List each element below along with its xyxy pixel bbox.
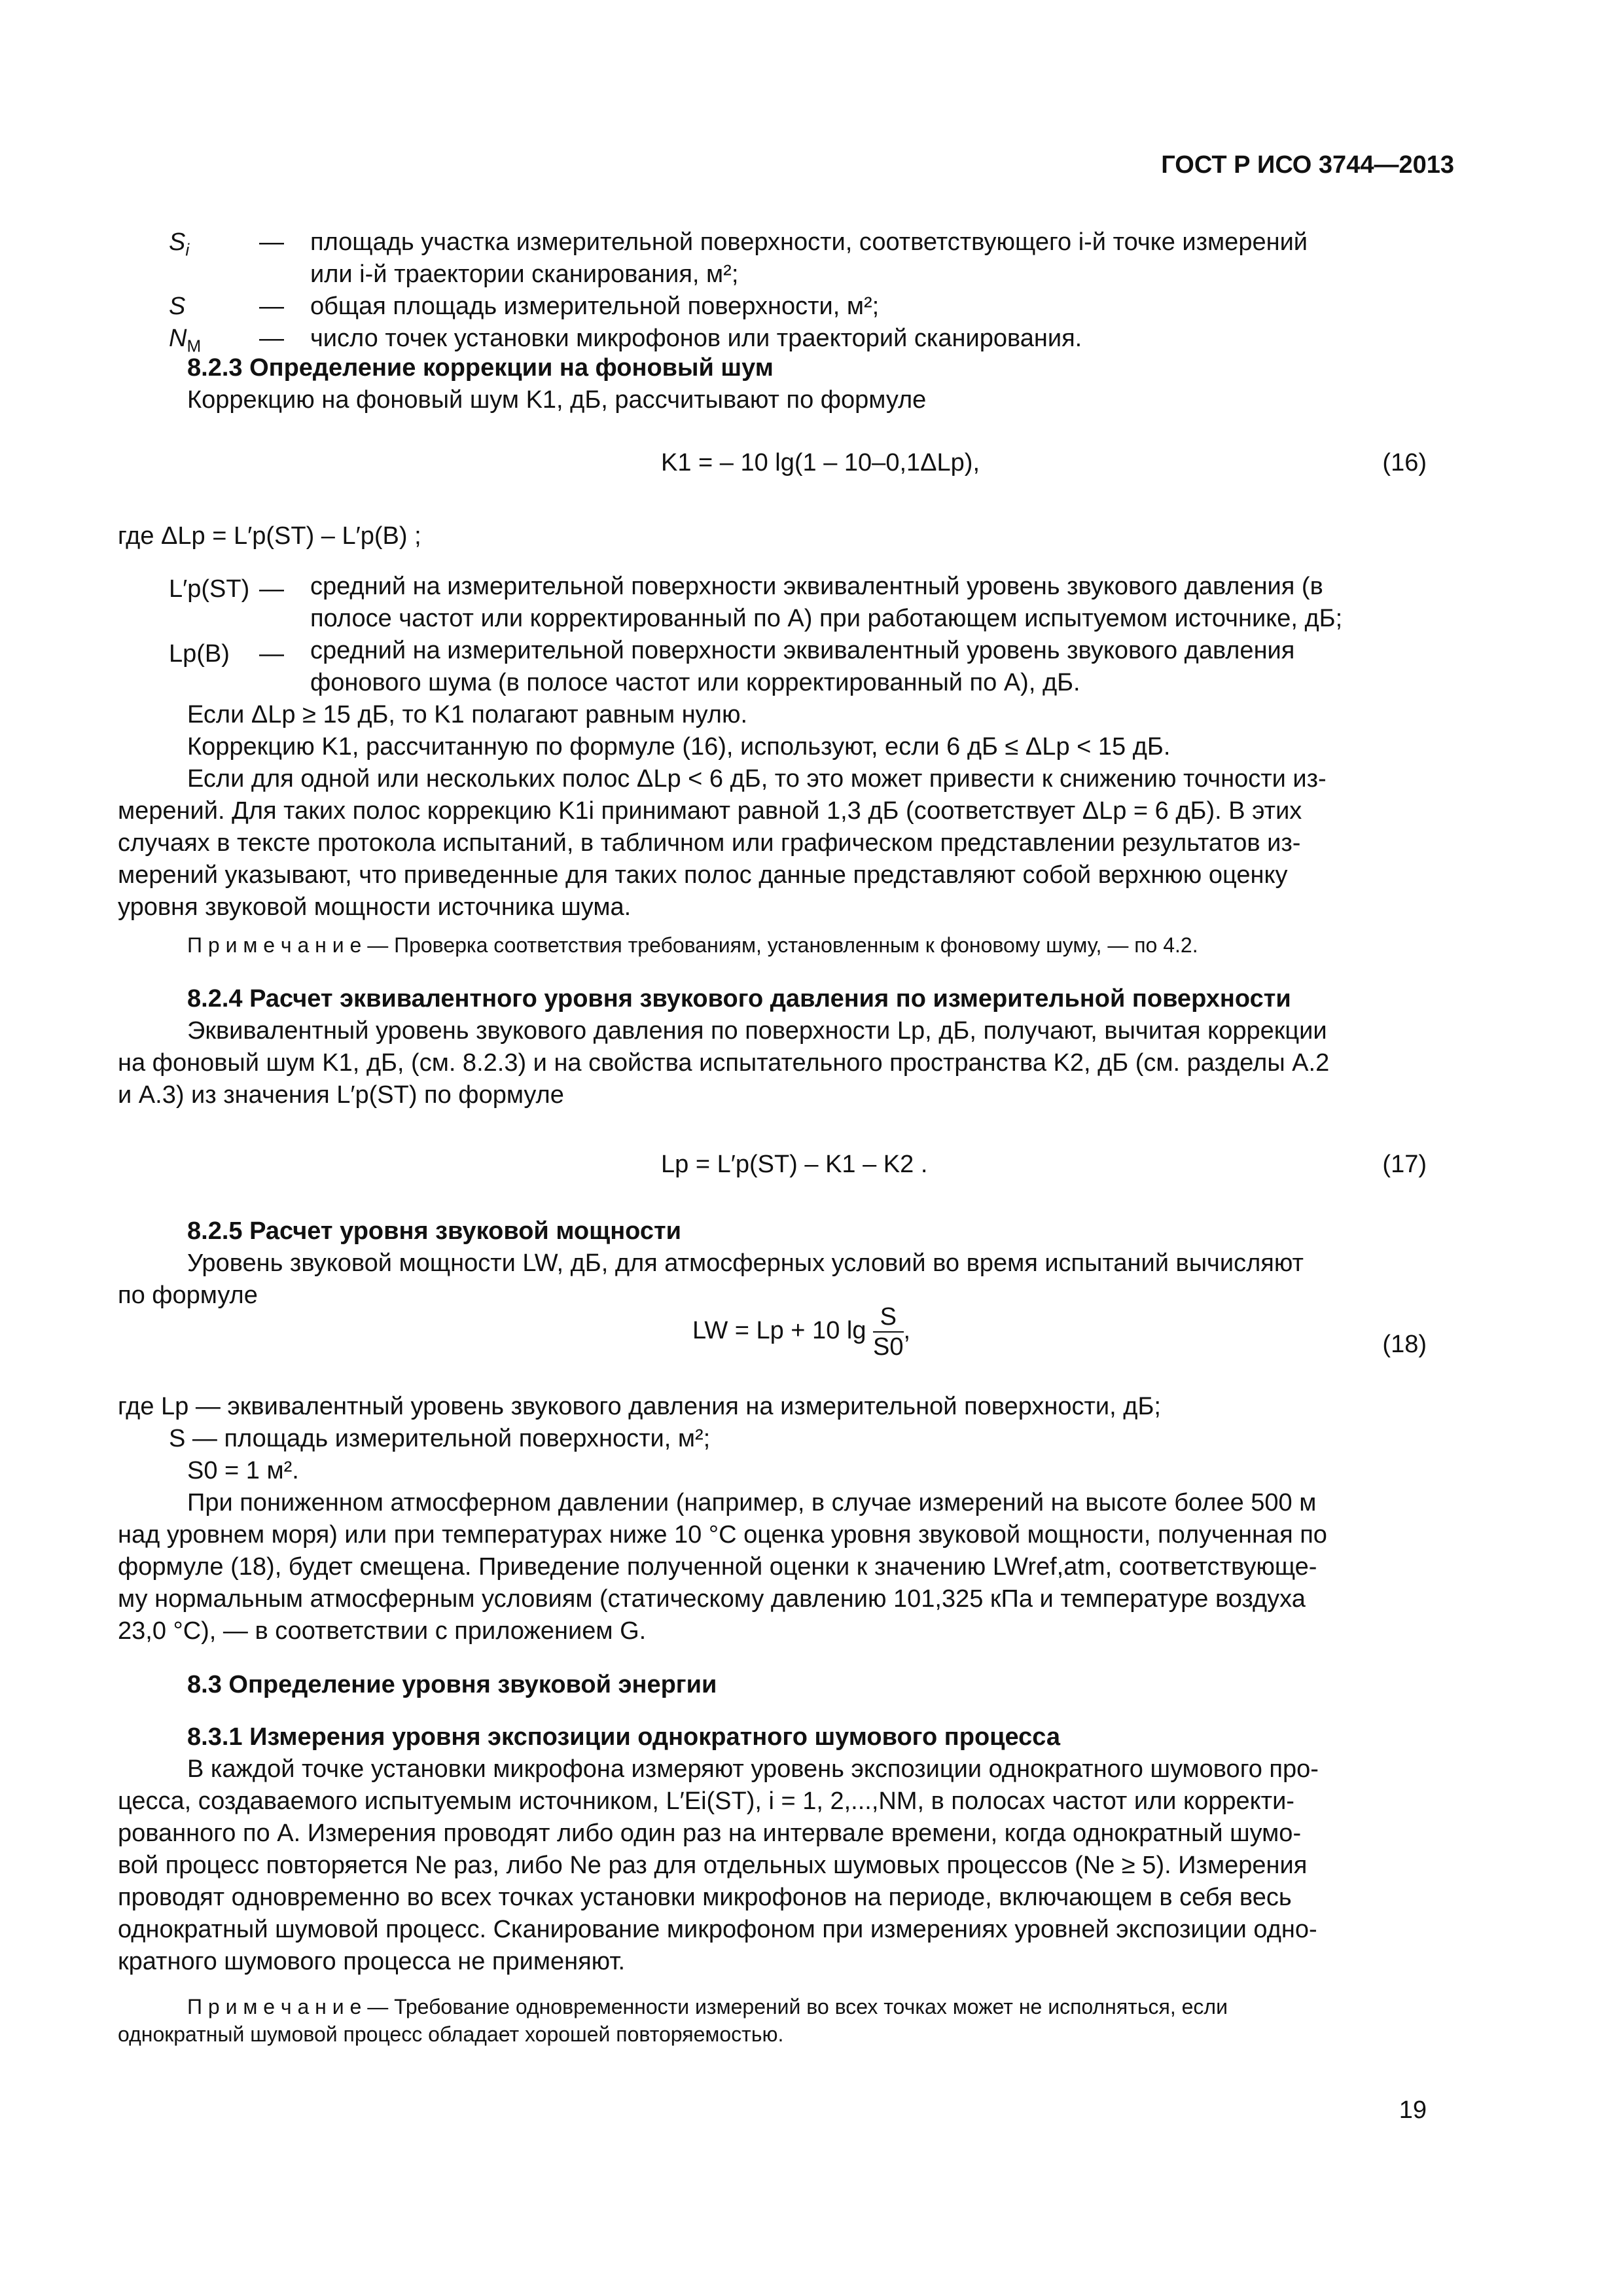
formula-18-tail: , [903,1317,911,1345]
section-heading-8-2-5: 8.2.5 Расчет уровня звуковой мощности [187,1217,681,1245]
formula-18 [692,1302,910,1361]
paragraph-8-3-1-line7: кратного шумового процесса не применяют. [118,1948,626,1975]
def-symbol-lp-b: Lp(B) [169,640,230,668]
note-simultaneity-line2: однократный шумовой процесс обладает хорошей повторяемостью. [118,2022,784,2046]
def-lp-b-line2: фонового шума (в полосе частот или корректированный по A), дБ. [310,669,1080,696]
def-s-line1: общая площадь измерительной поверхности, м²; [310,293,880,320]
paragraph-8-2-5-line1: Уровень звуковой мощности LW, дБ, для атмосферных условий во время испытаний вычисляют [187,1249,1304,1277]
paragraph-atm-line1: При пониженном атмосферном давлении (например, в случае измерений на высоте более 500 м [187,1489,1317,1516]
paragraph-8-2-4-line1: Эквивалентный уровень звукового давления по поверхности Lp, дБ, получают, вычитая коррекции [187,1017,1327,1045]
note-text: — Проверка соответствия требованиям, установленным к фоновому шуму, — по 4.2. [361,933,1198,957]
paragraph-8-2-5-line2: по формуле [118,1282,258,1309]
paragraph-low-bands-line4: мерений указывают, что приведенные для таких полос данные представляют собой верхнюю оценку [118,861,1288,889]
note-text: — Требование одновременности измерений во всех точках может не исполняться, если [361,1995,1228,2018]
paragraph-8-3-1-line1: В каждой точке установки микрофона измеряют уровень экспозиции однократного шумового про- [187,1755,1319,1783]
paragraph-8-3-1-line3: рованного по A. Измерения проводят либо один раз на интервале времени, когда однократный шумо- [118,1820,1302,1847]
where-s-def: S — площадь измерительной поверхности, м²; [169,1425,711,1452]
def-nm-line1: число точек установки микрофонов или траекторий сканирования. [310,325,1082,352]
paragraph-low-bands-line1: Если для одной или нескольких полос ΔLp < 6 дБ, то это может привести к снижению точности из- [187,765,1327,793]
formula-number-17: (17) [1382,1151,1427,1178]
def-si-line2: или i-й траектории сканирования, м²; [310,260,739,288]
where-s0-def: S0 = 1 м². [187,1457,299,1484]
def-dash: — [259,575,284,603]
section-heading-8-3: 8.3 Определение уровня звуковой энергии [187,1671,717,1698]
def-symbol-nm: $N_M$ [169,325,202,356]
paragraph-low-bands-line5: уровня звуковой мощности источника шума. [118,893,632,921]
formula-18-lhs: LW = Lp + 10 lg [692,1317,866,1345]
page-number: 19 [1399,2096,1427,2124]
paragraph-8-3-1-line4: вой процесс повторяется Ne раз, либо Ne раз для отдельных шумовых процессов (Ne ≥ 5). Измерения [118,1852,1308,1879]
def-si-line1: площадь участка измерительной поверхности, соответствующего i-й точке измерений [310,228,1308,256]
paragraph-k1-zero: Если ΔLp ≥ 15 дБ, то K1 полагают равным нулю. [187,701,748,728]
note-background-noise [187,929,1198,961]
def-dash: — [259,325,284,352]
def-symbol-si: $S_i$ [169,228,190,260]
def-lp-b-line1: средний на измерительной поверхности эквивалентный уровень звукового давления [310,637,1295,664]
def-symbol-s: S [169,293,186,320]
def-lp-st-line2: полосе частот или корректированный по A) при работающем испытуемом источнике, дБ; [310,605,1343,632]
section-heading-8-2-3: 8.2.3 Определение коррекции на фоновый шум [187,354,774,382]
section-heading-8-2-4: 8.2.4 Расчет эквивалентного уровня звукового давления по измерительной поверхности [187,985,1291,1013]
formula-18-fraction [873,1302,903,1361]
paragraph-atm-line5: 23,0 °С), — в соответствии с приложением G. [118,1617,647,1645]
def-dash: — [259,228,284,256]
running-header-doc-id: ГОСТ Р ИСО 3744—2013 [1161,151,1454,179]
paragraph-8-3-1-line2: цесса, создаваемого испытуемым источником, L′Ei(ST), i = 1, 2,...,NM, в полосах частот или корректи- [118,1787,1294,1815]
formula-16: K1 = – 10 lg(1 – 10–0,1ΔLp), [661,449,980,476]
formula-18-numerator: S [873,1302,903,1333]
def-lp-st-line1: средний на измерительной поверхности эквивалентный уровень звукового давления (в [310,573,1323,600]
formula-18-denominator: S0 [873,1333,904,1361]
paragraph-intro-8-2-3: Коррекцию на фоновый шум K1, дБ, рассчитывают по формуле [187,386,927,414]
def-symbol-lp-st: L′p(ST) [169,575,250,603]
paragraph-low-bands-line3: случаях в тексте протокола испытаний, в табличном или графическом представлении результатов из- [118,829,1301,857]
paragraph-8-3-1-line6: однократный шумовой процесс. Сканирование микрофоном при измерениях уровней экспозиции одно- [118,1916,1317,1943]
note-label: П р и м е ч а н и е [187,1995,362,2018]
note-label: П р и м е ч а н и е [187,933,362,957]
paragraph-atm-line2: над уровнем моря) или при температурах ниже 10 °С оценка уровня звуковой мощности, полученная по [118,1521,1327,1549]
where-delta-lp: где ΔLp = L′p(ST) – L′p(B) ; [118,522,421,550]
where-lp-def: где Lp — эквивалентный уровень звукового давления на измерительной поверхности, дБ; [118,1393,1161,1420]
paragraph-8-2-4-line2: на фоновый шум K1, дБ, (см. 8.2.3) и на свойства испытательного пространства K2, дБ (см. разделы А.2 [118,1049,1330,1077]
paragraph-atm-line4: му нормальным атмосферным условиям (статическому давлению 101,325 кПа и температуре воздуха [118,1585,1306,1613]
paragraph-atm-line3: формуле (18), будет смещена. Приведение полученной оценки к значению LWref,atm, соответствующе- [118,1553,1317,1581]
formula-number-16: (16) [1382,449,1427,476]
def-dash: — [259,640,284,668]
formula-17: Lp = L′p(ST) – K1 – K2 . [661,1151,928,1178]
paragraph-8-2-4-line3: и А.3) из значения L′p(ST) по формуле [118,1081,564,1109]
paragraph-8-3-1-line5: проводят одновременно во всех точках установки микрофонов на периоде, включающем в себя весь [118,1884,1292,1911]
def-dash: — [259,293,284,320]
paragraph-low-bands-line2: мерений. Для таких полос коррекцию K1i принимают равной 1,3 дБ (соответствует ΔLp = 6 дБ). В этих [118,797,1302,825]
paragraph-k1-range: Коррекцию K1, рассчитанную по формуле (16), используют, если 6 дБ ≤ ΔLp < 15 дБ. [187,733,1171,761]
section-heading-8-3-1: 8.3.1 Измерения уровня экспозиции однократного шумового процесса [187,1723,1061,1751]
formula-number-18: (18) [1382,1331,1427,1358]
